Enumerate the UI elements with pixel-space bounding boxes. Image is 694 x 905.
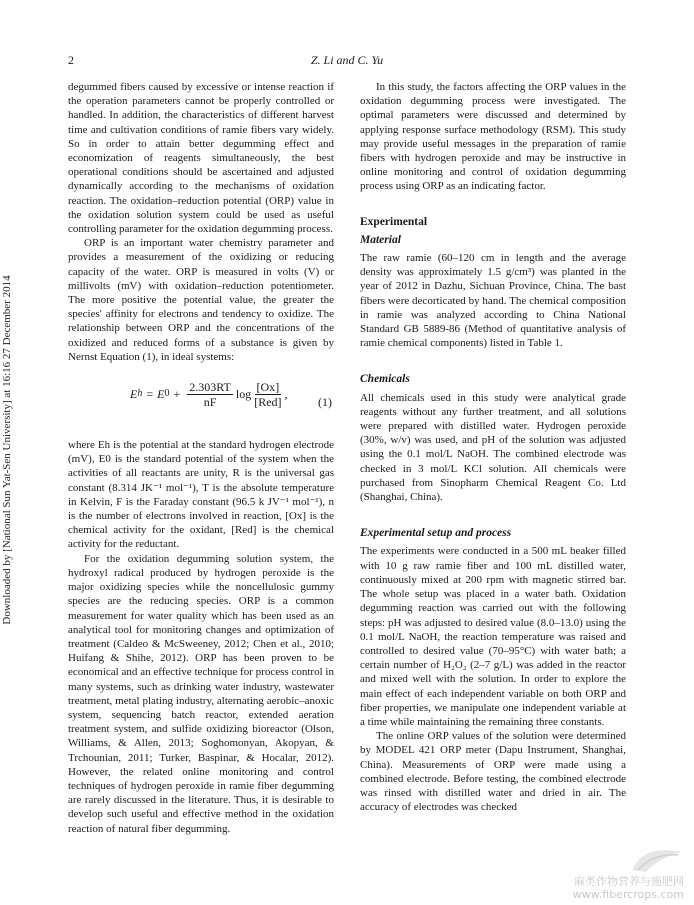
paragraph: All chemicals used in this study were analytical grade reagents without any further treatment, and all solutions were prepared with distilled water. Hydrogen peroxide (30%, w/v) was used, and pH of the solution was adjusted using the 0.1 mol/L NaOH. The combined electrode was checked in 3 mol/L KCl solution. All chemicals were purchased from Sinopharm Chemical Reagent Co. Ltd (Shanghai, China).: [360, 391, 626, 504]
eq-fraction-ox-red: [254, 380, 281, 409]
subsection-heading-chemicals: Chemicals: [360, 373, 410, 386]
paragraph: In this study, the factors affecting the ORP values in the oxidation degumming process were investigated. The optimal parameters were discussed and determined by applying response surface methodology (RSM). This study may provide useful messages in the preparation of ramie fibers with hydrogen peroxide and may be instructive in online monitoring and control of oxidation degumming process using ORP as an indicating factor.: [360, 81, 626, 193]
paragraph: For the oxidation degumming solution system, the hydroxyl radical produced by hydrogen peroxide is the major oxidizing species while the noncellulosic gummy species are the reducing species. ORP is a common measurement for water quality which has been used as an analytical tool for monitoring changes and optimization of treatment (Caldeo & McSweeney, 2012; Chen et al., 2010; Huifang & Shihe, 2012). ORP has been proven to be economical and an effective technique for process control in many systems, such as drinking water industry, wastewater treatment, metal plating industry, alternating aerobic–anoxic system, sequencing batch reactor, extended aeration treatment system, and sulfide oxidizing bioreactor (Olson, Williams, & Allen, 2013; Soghomonyan, Akopyan, & Trchounian, 2011; Turker, Baspinar, & Hocalar, 2012). However, the related online monitoring and control techniques of hydrogen peroxide in ramie fiber degumming are rarely discussed in the literature. Thus, it is desirable to develop such useful and effective method in the oxidation reaction of natural fiber degumming.: [68, 552, 334, 835]
eq-lhs-sub: h: [137, 388, 143, 400]
page-number: 2: [68, 53, 74, 67]
eq-e0-sub: 0: [164, 388, 170, 400]
paragraph: The raw ramie (60–120 cm in length and the average density was approximately 1.5 g/cm³) was planted in the year of 2012 in Dazhu, Sichuan Province, China. The bast fibers were decorticated by hand. The chemical composition in ramie was analyzed according to China National Standard GB 5889-86 (Method of quantitative analysis of ramie chemical components) listed in Table 1.: [360, 252, 626, 350]
eq-e0: E: [157, 387, 165, 402]
eq-frac1-num: 2.303RT: [189, 380, 231, 395]
right-column: [360, 80, 626, 814]
running-header-authors: Z. Li and C. Yu: [310, 53, 384, 67]
paragraph: degummed fibers caused by excessive or intense reaction if the operation parameters cannot be properly controlled or handled. In addition, the characteristics of different harvest time and cultivation conditions of ramie fibers vary widely. So in order to attain better degumming effect and economization of reagents simultaneously, the best operational conditions should be ascertained and adjusted dynamically according to the mechanisms of oxidation reaction. The oxidation–reduction potential (ORP) value in the oxidation solution system could be used as useful controlling parameter for the oxidation degumming process.: [68, 81, 334, 236]
equation-number: (1): [318, 395, 332, 410]
paragraph: The online ORP values of the solution were determined by MODEL 421 ORP meter (Dapu Instrument, Shanghai, China). Measurements of ORP were made using a combined electrode. Before testing, the combined electrode was rinsed with distilled water and dried in air. The accuracy of electrodes was checked: [360, 730, 626, 814]
section-heading-experimental: Experimental: [360, 215, 428, 228]
paragraph: ORP is an important water chemistry parameter and provides a measurement of the oxidizing or reducing capacity of the water. ORP is measured in volts (V) or millivolts (mV) with oxidation–reduction potentiometer. The more positive the potential value, the greater the species' affinity for electrons and tendency to oxidize. The relationship between ORP and the concentrations of the oxidized and reduced forms of a substance is given by Nernst Equation (1), in ideal systems:: [68, 237, 334, 363]
nernst-equation: E h = E 0 + $\frac{2.303RT}{nF}$ log $\frac{[Ox]}{\text{[Red]}}$ , (1): [130, 380, 332, 410]
left-column: [68, 80, 334, 836]
subsection-heading-setup: Experimental setup and process: [360, 527, 512, 540]
watermark-logo-icon: [628, 846, 686, 874]
eq-log: log: [235, 387, 252, 402]
watermark-line2: www.fibercrops.com: [572, 888, 684, 901]
eq-fraction-rtnf: [187, 380, 233, 409]
subsection-heading-material: Material: [360, 233, 401, 246]
eq-frac1-den: nF: [203, 395, 217, 410]
download-note: Downloaded by [National Sun Yat-Sen University] at 16:16 27 December 2014: [1, 275, 13, 625]
watermark: [573, 875, 684, 901]
paragraph: The experiments were conducted in a 500 mL beaker filled with 10 g raw ramie fiber and 100 mL distilled water, continuously mixed at 200 rpm with magnetic stirred bar. The whole setup was placed in a water bath. Oxidation degumming reaction was carried out with the following steps: pH was adjusted to desired value (8.0–13.0) using the 0.1 mol/L NaOH, the reaction temperature was raised and controlled to desired value (70–95°C) with water bath; a certain number of H₂O₂ (2–7 g/L) was added in the reactor and mixed well with the solution. In order to explore the main effect of each independent variable on both ORP and fiber properties, we manipulate one independent variable at a time while maintaining the remaining three constants.: [360, 545, 626, 728]
watermark-line1: 麻类作物营养与施肥网: [574, 875, 684, 888]
paragraph: where Eh is the potential at the standard hydrogen electrode (mV), E0 is the standard potential of the system when the activities of all reactants are unity, R is the universal gas constant (8.314 JK⁻¹ mol⁻¹), T is the absolute temperature in Kelvin, F is the Faraday constant (96.5 k JV⁻¹ mol⁻¹), n is the number of electrons involved in reaction, [Ox] is the chemical activity for the oxidant, [Red] is the chemical activity for the reductant.: [68, 439, 334, 551]
eq-lhs: E: [130, 387, 138, 402]
eq-frac2-num: [Ox]: [256, 380, 280, 395]
download-sidebar: [0, 0, 14, 905]
eq-frac2-den: [Red]: [254, 395, 282, 410]
